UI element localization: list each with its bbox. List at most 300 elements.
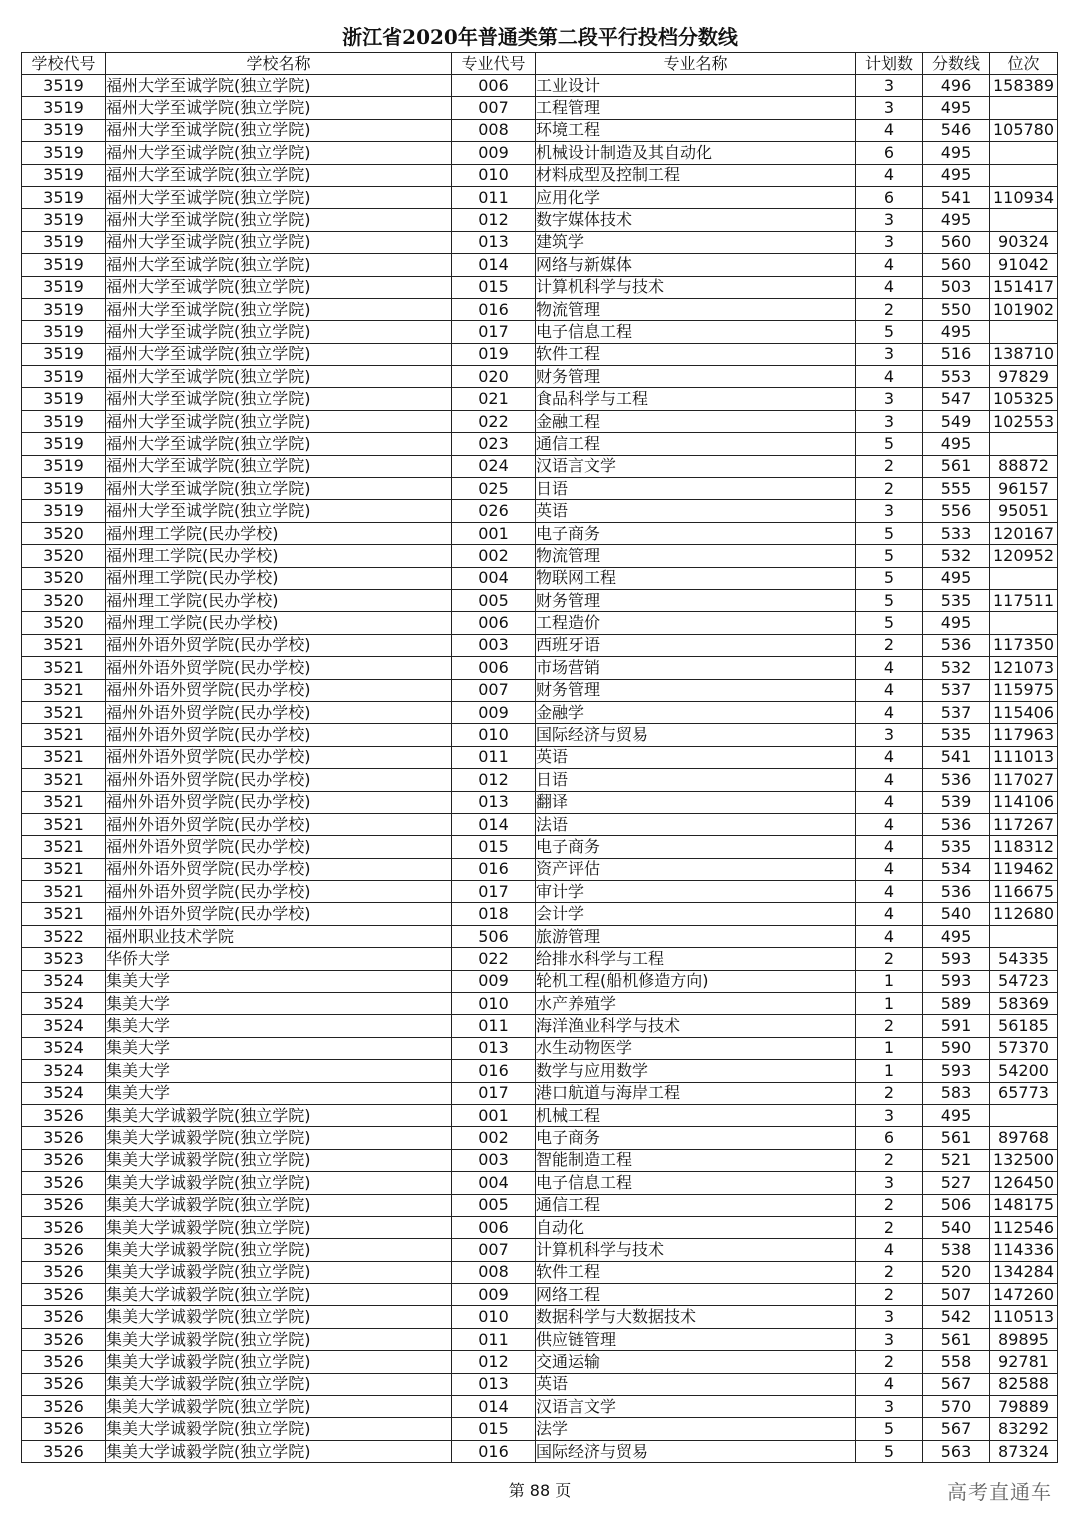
major-name-cell: 工程管理 [536,97,856,119]
table-row [22,1284,1058,1306]
plan-count-cell: 4 [856,701,923,723]
rank-cell: 87324 [990,1440,1058,1462]
school-code-cell: 3519 [22,142,106,164]
score-cell: 583 [923,1082,990,1104]
school-code-cell: 3520 [22,522,106,544]
table-header [22,53,1058,75]
school-name-cell: 福州外语外贸学院(民办学校) [106,724,452,746]
score-cell: 503 [923,276,990,298]
table-row [22,1440,1058,1462]
major-code-cell: 003 [452,634,536,656]
plan-count-cell: 3 [856,1306,923,1328]
school-code-cell: 3519 [22,298,106,320]
table-row [22,1216,1058,1238]
page-number: 第 88 页 [508,1481,572,1500]
plan-count-cell: 4 [856,1239,923,1261]
school-code-cell: 3519 [22,433,106,455]
school-name-cell: 集美大学 [106,993,452,1015]
plan-count-cell: 2 [856,948,923,970]
table-row [22,1149,1058,1171]
major-name-cell: 电子商务 [536,1127,856,1149]
school-name-cell: 福州大学至诚学院(独立学院) [106,500,452,522]
major-name-cell: 财务管理 [536,589,856,611]
table-row [22,1104,1058,1126]
table-row [22,254,1058,276]
plan-count-cell: 2 [856,478,923,500]
table-row [22,1239,1058,1261]
plan-count-cell: 4 [856,679,923,701]
major-code-cell: 011 [452,1015,536,1037]
table-row [22,1396,1058,1418]
rank-cell: 117267 [990,813,1058,835]
school-name-cell: 福州大学至诚学院(独立学院) [106,209,452,231]
school-name-cell: 福州外语外贸学院(民办学校) [106,791,452,813]
score-cell: 589 [923,993,990,1015]
school-name-cell: 集美大学诚毅学院(独立学院) [106,1216,452,1238]
school-code-cell: 3521 [22,701,106,723]
rank-cell: 117963 [990,724,1058,746]
major-name-cell: 国际经济与贸易 [536,1440,856,1462]
score-cell: 549 [923,410,990,432]
table-row [22,410,1058,432]
score-cell: 521 [923,1149,990,1171]
major-name-cell: 电子商务 [536,836,856,858]
rank-cell [990,433,1058,455]
school-code-cell: 3526 [22,1284,106,1306]
major-code-cell: 012 [452,1351,536,1373]
score-cell: 540 [923,1216,990,1238]
score-cell: 561 [923,1127,990,1149]
score-cell: 536 [923,813,990,835]
watermark: 高考直通车 [947,1480,1052,1504]
major-name-cell: 应用化学 [536,186,856,208]
school-code-cell: 3526 [22,1104,106,1126]
school-name-cell: 福州大学至诚学院(独立学院) [106,119,452,141]
major-name-cell: 财务管理 [536,679,856,701]
score-cell: 495 [923,97,990,119]
major-code-cell: 008 [452,1261,536,1283]
score-cell: 495 [923,142,990,164]
rank-cell [990,567,1058,589]
table-row [22,321,1058,343]
table-row [22,119,1058,141]
school-code-cell: 3526 [22,1239,106,1261]
school-code-cell: 3519 [22,75,106,97]
major-name-cell: 电子信息工程 [536,1172,856,1194]
score-cell: 495 [923,321,990,343]
table-row [22,1194,1058,1216]
score-cell: 507 [923,1284,990,1306]
major-name-cell: 汉语言文学 [536,455,856,477]
school-name-cell: 福州大学至诚学院(独立学院) [106,455,452,477]
table-row [22,589,1058,611]
score-cell: 495 [923,209,990,231]
school-code-cell: 3521 [22,746,106,768]
school-name-cell: 集美大学 [106,1015,452,1037]
plan-count-cell: 3 [856,231,923,253]
rank-cell: 102553 [990,410,1058,432]
score-cell: 535 [923,724,990,746]
school-code-cell: 3521 [22,724,106,746]
major-code-cell: 010 [452,164,536,186]
plan-count-cell: 2 [856,455,923,477]
col-plan-header: 计划数 [856,53,923,75]
major-code-cell: 016 [452,298,536,320]
score-cell: 506 [923,1194,990,1216]
rank-cell: 88872 [990,455,1058,477]
major-code-cell: 506 [452,925,536,947]
rank-cell: 83292 [990,1418,1058,1440]
school-code-cell: 3521 [22,858,106,880]
major-name-cell: 港口航道与海岸工程 [536,1082,856,1104]
rank-cell [990,164,1058,186]
plan-count-cell: 5 [856,433,923,455]
rank-cell: 57370 [990,1037,1058,1059]
plan-count-cell: 3 [856,1172,923,1194]
school-name-cell: 福州外语外贸学院(民办学校) [106,634,452,656]
major-name-cell: 数学与应用数学 [536,1060,856,1082]
major-code-cell: 020 [452,366,536,388]
rank-cell: 138710 [990,343,1058,365]
plan-count-cell: 5 [856,1440,923,1462]
score-cell: 537 [923,679,990,701]
plan-count-cell: 2 [856,1082,923,1104]
score-cell: 495 [923,612,990,634]
school-name-cell: 集美大学诚毅学院(独立学院) [106,1440,452,1462]
score-cell: 495 [923,164,990,186]
major-code-cell: 016 [452,1440,536,1462]
score-cell: 567 [923,1418,990,1440]
table-row [22,903,1058,925]
major-name-cell: 数字媒体技术 [536,209,856,231]
table-row [22,1037,1058,1059]
major-name-cell: 建筑学 [536,231,856,253]
school-name-cell: 福州大学至诚学院(独立学院) [106,97,452,119]
rank-cell: 92781 [990,1351,1058,1373]
major-code-cell: 013 [452,1037,536,1059]
major-name-cell: 水产养殖学 [536,993,856,1015]
school-code-cell: 3526 [22,1149,106,1171]
school-code-cell: 3519 [22,321,106,343]
plan-count-cell: 2 [856,298,923,320]
score-cell: 547 [923,388,990,410]
score-cell: 560 [923,231,990,253]
rank-cell: 134284 [990,1261,1058,1283]
school-code-cell: 3519 [22,478,106,500]
rank-cell: 56185 [990,1015,1058,1037]
school-code-cell: 3526 [22,1396,106,1418]
rank-cell: 54200 [990,1060,1058,1082]
score-cell: 541 [923,746,990,768]
rank-cell: 65773 [990,1082,1058,1104]
plan-count-cell: 4 [856,813,923,835]
school-name-cell: 福州外语外贸学院(民办学校) [106,836,452,858]
school-name-cell: 福州理工学院(民办学校) [106,567,452,589]
major-name-cell: 通信工程 [536,433,856,455]
rank-cell: 148175 [990,1194,1058,1216]
major-name-cell: 工程造价 [536,612,856,634]
school-code-cell: 3524 [22,993,106,1015]
rank-cell: 118312 [990,836,1058,858]
major-code-cell: 017 [452,321,536,343]
rank-cell: 89895 [990,1328,1058,1350]
major-code-cell: 023 [452,433,536,455]
major-code-cell: 017 [452,1082,536,1104]
col-major-code-header: 专业代号 [452,53,536,75]
score-cell: 538 [923,1239,990,1261]
table-row [22,164,1058,186]
score-cell: 570 [923,1396,990,1418]
table-row [22,1261,1058,1283]
table-row [22,1060,1058,1082]
school-name-cell: 集美大学诚毅学院(独立学院) [106,1373,452,1395]
score-cell: 535 [923,589,990,611]
score-cell: 590 [923,1037,990,1059]
rank-cell: 79889 [990,1396,1058,1418]
major-name-cell: 旅游管理 [536,925,856,947]
table-row [22,881,1058,903]
rank-cell: 120952 [990,545,1058,567]
school-code-cell: 3526 [22,1351,106,1373]
major-name-cell: 数据科学与大数据技术 [536,1306,856,1328]
table-row [22,612,1058,634]
plan-count-cell: 2 [856,1351,923,1373]
score-cell: 553 [923,366,990,388]
score-cell: 495 [923,1104,990,1126]
score-cell: 532 [923,545,990,567]
rank-cell: 110934 [990,186,1058,208]
score-cell: 495 [923,433,990,455]
major-name-cell: 电子信息工程 [536,321,856,343]
plan-count-cell: 3 [856,388,923,410]
table-row [22,1127,1058,1149]
plan-count-cell: 4 [856,164,923,186]
rank-cell [990,209,1058,231]
school-code-cell: 3519 [22,276,106,298]
major-name-cell: 供应链管理 [536,1328,856,1350]
school-code-cell: 3523 [22,948,106,970]
plan-count-cell: 3 [856,75,923,97]
plan-count-cell: 2 [856,1216,923,1238]
major-code-cell: 006 [452,612,536,634]
major-name-cell: 西班牙语 [536,634,856,656]
major-name-cell: 自动化 [536,1216,856,1238]
school-name-cell: 集美大学 [106,1037,452,1059]
school-name-cell: 集美大学 [106,1060,452,1082]
school-name-cell: 福州理工学院(民办学校) [106,589,452,611]
major-code-cell: 015 [452,276,536,298]
major-name-cell: 软件工程 [536,1261,856,1283]
major-code-cell: 006 [452,1216,536,1238]
major-name-cell: 机械设计制造及其自动化 [536,142,856,164]
major-code-cell: 010 [452,993,536,1015]
score-cell: 546 [923,119,990,141]
rank-cell: 121073 [990,657,1058,679]
table-row [22,858,1058,880]
score-cell: 561 [923,455,990,477]
plan-count-cell: 2 [856,1261,923,1283]
plan-count-cell: 2 [856,634,923,656]
school-name-cell: 福州外语外贸学院(民办学校) [106,813,452,835]
table-row [22,75,1058,97]
plan-count-cell: 3 [856,1396,923,1418]
plan-count-cell: 4 [856,858,923,880]
rank-cell: 91042 [990,254,1058,276]
rank-cell: 89768 [990,1127,1058,1149]
score-cell: 593 [923,948,990,970]
table-row [22,970,1058,992]
school-name-cell: 集美大学诚毅学院(独立学院) [106,1127,452,1149]
school-code-cell: 3526 [22,1127,106,1149]
school-code-cell: 3521 [22,903,106,925]
major-code-cell: 016 [452,1060,536,1082]
major-name-cell: 审计学 [536,881,856,903]
score-cell: 496 [923,75,990,97]
school-code-cell: 3520 [22,589,106,611]
school-code-cell: 3526 [22,1418,106,1440]
school-code-cell: 3519 [22,500,106,522]
col-rank-header: 位次 [990,53,1058,75]
plan-count-cell: 2 [856,1194,923,1216]
rank-cell: 105325 [990,388,1058,410]
table-row [22,993,1058,1015]
major-code-cell: 003 [452,1149,536,1171]
major-code-cell: 014 [452,1396,536,1418]
rank-cell: 114336 [990,1239,1058,1261]
school-code-cell: 3526 [22,1440,106,1462]
school-code-cell: 3521 [22,679,106,701]
major-name-cell: 计算机科学与技术 [536,1239,856,1261]
major-name-cell: 英语 [536,1373,856,1395]
major-name-cell: 食品科学与工程 [536,388,856,410]
score-cell: 591 [923,1015,990,1037]
school-name-cell: 集美大学诚毅学院(独立学院) [106,1239,452,1261]
major-code-cell: 016 [452,858,536,880]
major-code-cell: 014 [452,813,536,835]
school-name-cell: 集美大学 [106,1082,452,1104]
score-cell: 550 [923,298,990,320]
page-title: 浙江省2020年普通类第二段平行投档分数线 [342,25,738,49]
school-name-cell: 华侨大学 [106,948,452,970]
school-name-cell: 集美大学诚毅学院(独立学院) [106,1396,452,1418]
major-code-cell: 017 [452,881,536,903]
school-name-cell: 集美大学诚毅学院(独立学院) [106,1172,452,1194]
table-row [22,657,1058,679]
major-code-cell: 026 [452,500,536,522]
plan-count-cell: 6 [856,1127,923,1149]
table-row [22,1373,1058,1395]
school-code-cell: 3526 [22,1328,106,1350]
major-code-cell: 009 [452,1284,536,1306]
school-code-cell: 3522 [22,925,106,947]
plan-count-cell: 2 [856,1284,923,1306]
plan-count-cell: 3 [856,500,923,522]
rank-cell: 114106 [990,791,1058,813]
table-row [22,545,1058,567]
score-cell: 520 [923,1261,990,1283]
plan-count-cell: 2 [856,1015,923,1037]
school-code-cell: 3519 [22,366,106,388]
major-name-cell: 网络工程 [536,1284,856,1306]
school-code-cell: 3519 [22,455,106,477]
school-code-cell: 3519 [22,231,106,253]
rank-cell: 96157 [990,478,1058,500]
major-name-cell: 网络与新媒体 [536,254,856,276]
major-code-cell: 010 [452,1306,536,1328]
col-major-name-header: 专业名称 [536,53,856,75]
rank-cell: 115975 [990,679,1058,701]
school-name-cell: 集美大学诚毅学院(独立学院) [106,1194,452,1216]
score-cell: 532 [923,657,990,679]
school-code-cell: 3521 [22,881,106,903]
table-row [22,388,1058,410]
rank-cell [990,97,1058,119]
school-name-cell: 福州外语外贸学院(民办学校) [106,679,452,701]
school-name-cell: 福州大学至诚学院(独立学院) [106,298,452,320]
school-name-cell: 福州外语外贸学院(民办学校) [106,769,452,791]
table-row [22,343,1058,365]
school-name-cell: 集美大学诚毅学院(独立学院) [106,1284,452,1306]
table-row [22,231,1058,253]
table-row [22,791,1058,813]
score-cell: 536 [923,769,990,791]
major-name-cell: 机械工程 [536,1104,856,1126]
school-code-cell: 3519 [22,254,106,276]
major-code-cell: 011 [452,746,536,768]
table-row [22,769,1058,791]
plan-count-cell: 1 [856,970,923,992]
major-code-cell: 007 [452,1239,536,1261]
major-name-cell: 法语 [536,813,856,835]
major-code-cell: 011 [452,1328,536,1350]
rank-cell: 117511 [990,589,1058,611]
major-name-cell: 金融工程 [536,410,856,432]
table-row [22,1306,1058,1328]
plan-count-cell: 6 [856,142,923,164]
rank-cell [990,925,1058,947]
major-code-cell: 022 [452,948,536,970]
school-name-cell: 福州外语外贸学院(民办学校) [106,746,452,768]
major-code-cell: 021 [452,388,536,410]
score-cell: 560 [923,254,990,276]
score-cell: 534 [923,858,990,880]
table-row [22,298,1058,320]
school-name-cell: 集美大学 [106,970,452,992]
major-code-cell: 004 [452,1172,536,1194]
score-cell: 556 [923,500,990,522]
plan-count-cell: 4 [856,836,923,858]
table-row [22,567,1058,589]
school-code-cell: 3524 [22,1060,106,1082]
major-code-cell: 007 [452,97,536,119]
plan-count-cell: 4 [856,746,923,768]
table-row [22,1328,1058,1350]
rank-cell: 112546 [990,1216,1058,1238]
rank-cell: 110513 [990,1306,1058,1328]
col-school-code-header: 学校代号 [22,53,106,75]
school-code-cell: 3524 [22,1015,106,1037]
school-code-cell: 3521 [22,813,106,835]
school-code-cell: 3519 [22,343,106,365]
score-cell: 563 [923,1440,990,1462]
plan-count-cell: 5 [856,589,923,611]
plan-count-cell: 5 [856,1418,923,1440]
school-name-cell: 福州大学至诚学院(独立学院) [106,254,452,276]
major-code-cell: 010 [452,724,536,746]
table-row [22,1351,1058,1373]
score-cell: 540 [923,903,990,925]
major-name-cell: 物流管理 [536,298,856,320]
